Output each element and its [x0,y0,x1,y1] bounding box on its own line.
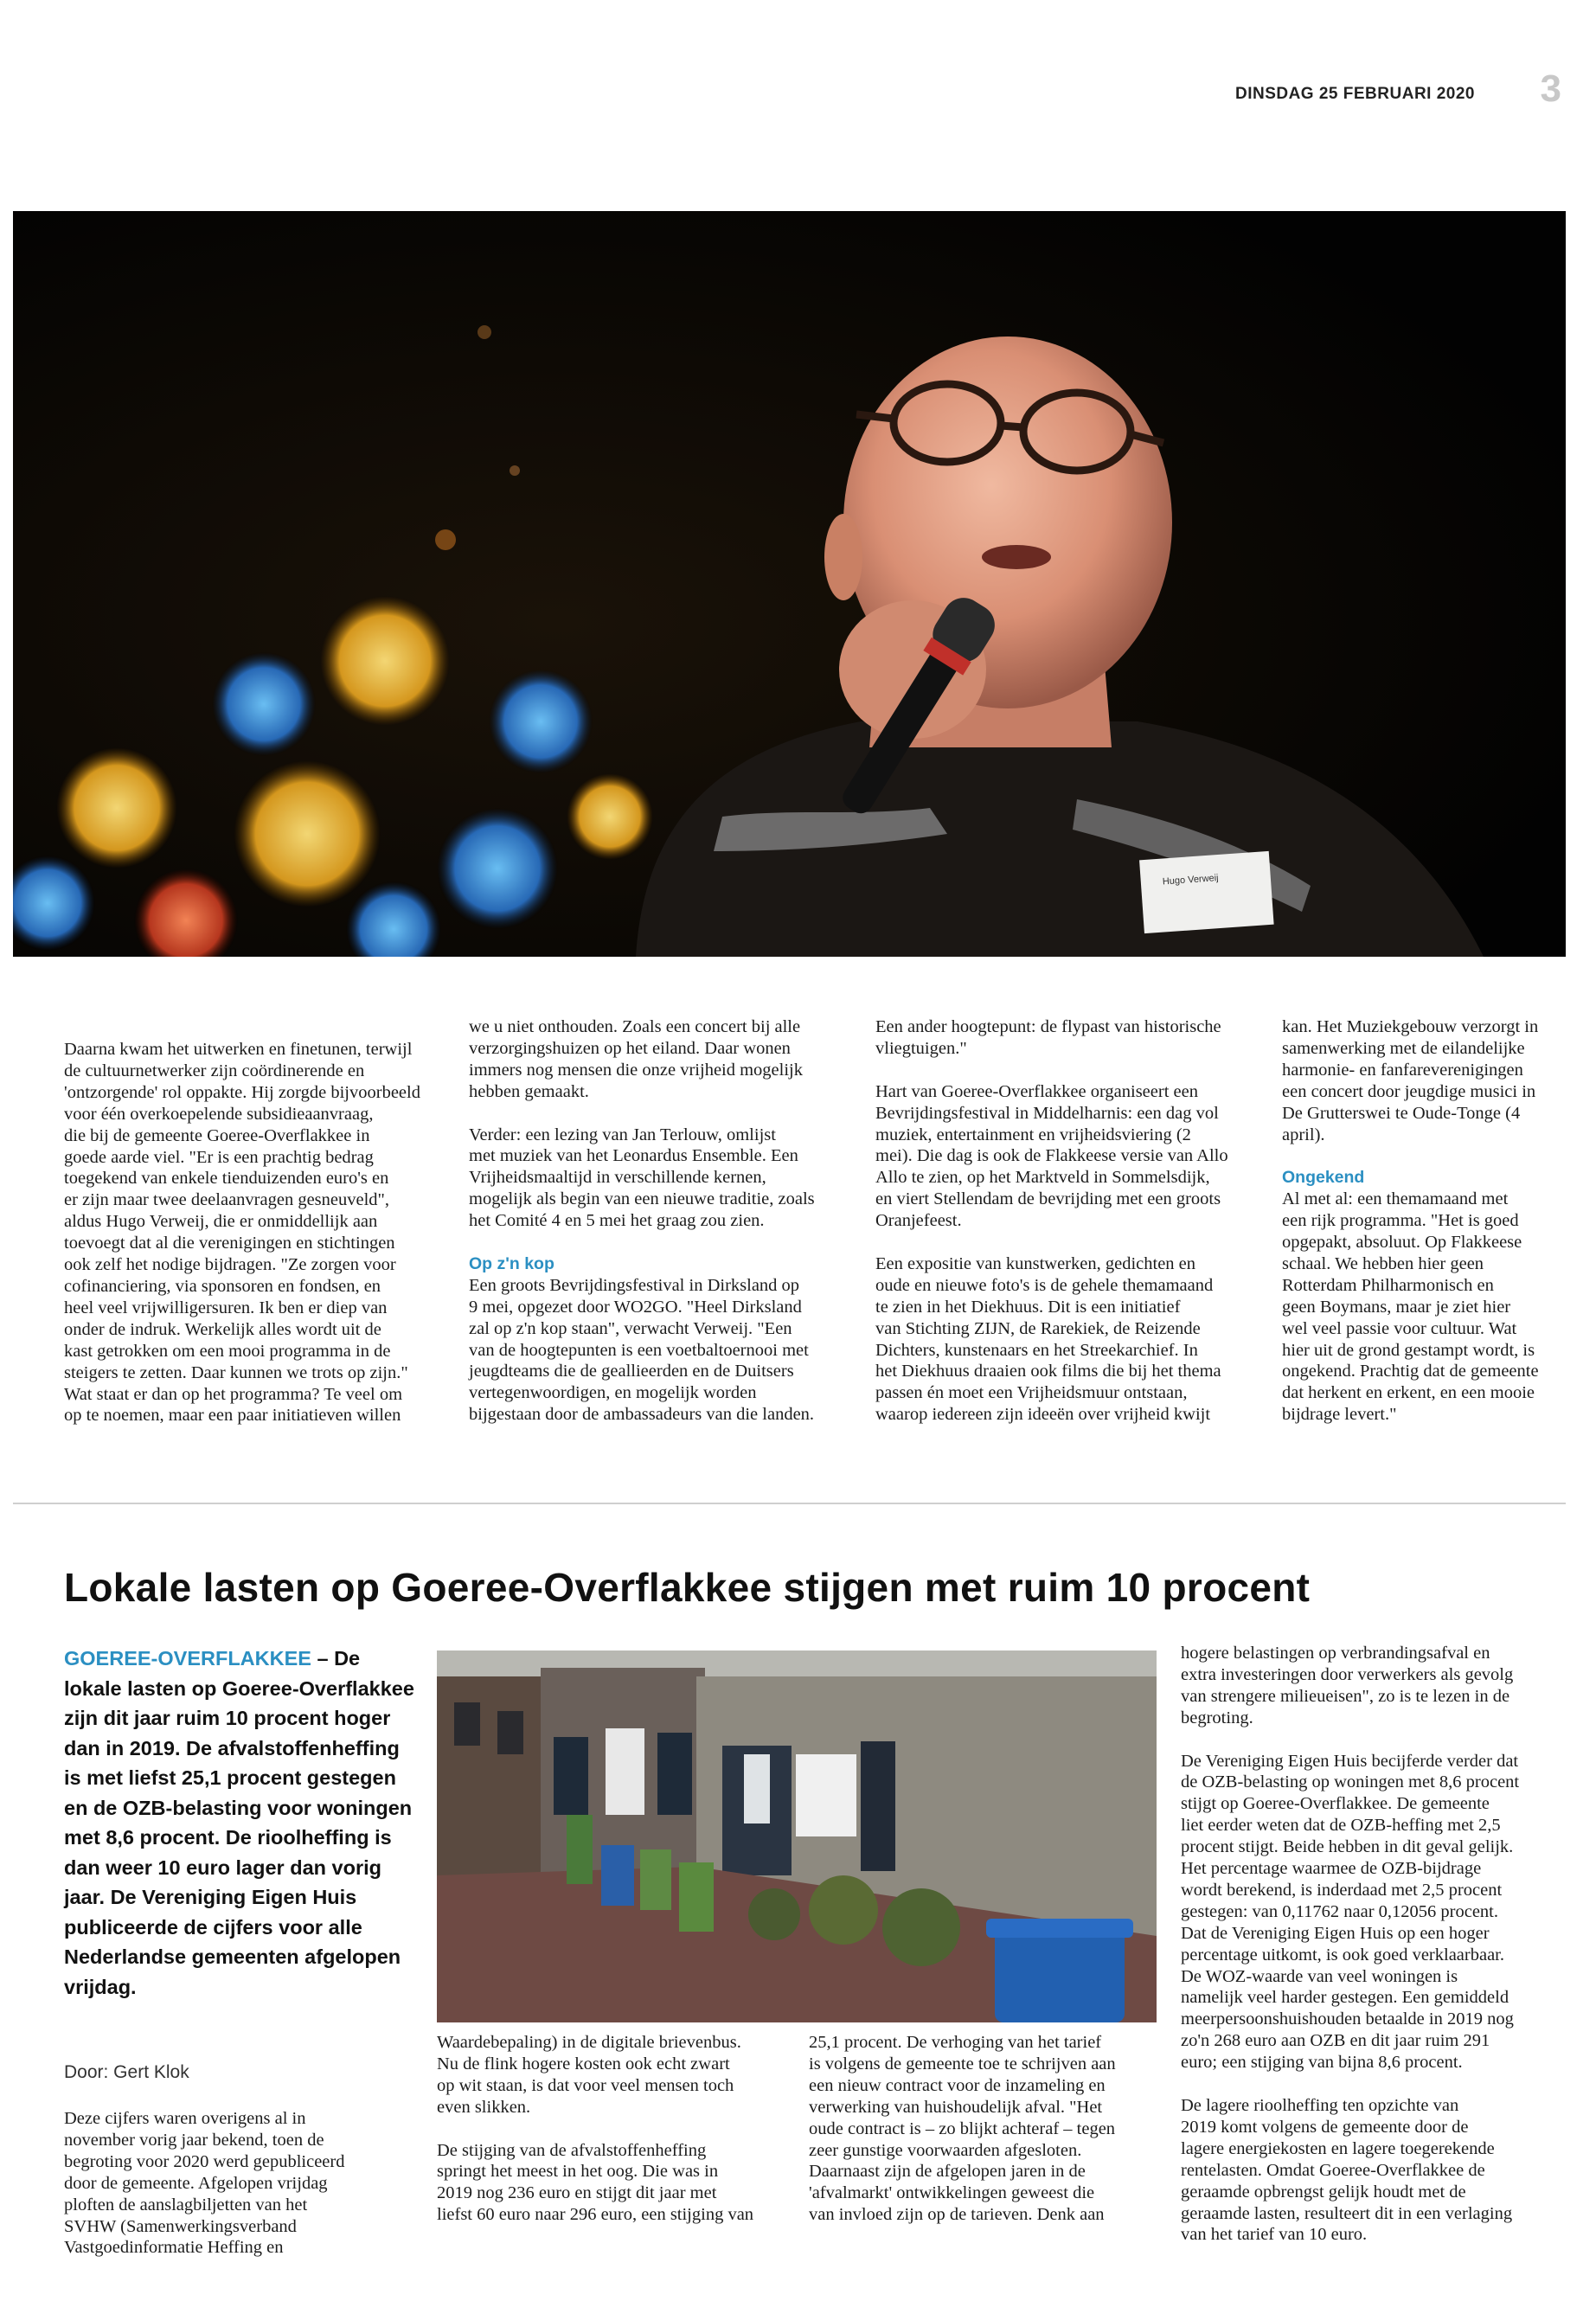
article1-col4-para2: Al met al: een themamaand met een rijk programma. "Het is goed opgepakt, absoluut. Op Flakkeese schaal. We hebben hier geen Rotterdam Philharmonisch en geen Boymans, maar je ziet hier wel veel passie voor cultuur. Wat hier uit de grond gestampt wordt, is ongekend. Prachtig dat de gemeente dat herkent en erkent, en een mooie bijdrage levert." [1282,1189,1539,1425]
article2-col3-text: 25,1 procent. De verhoging van het tarief is volgens de gemeente toe te schrijven aan een nieuw contract voor de inzameling en verwerking van huishoudelijk afval. "Het oude contract is – zo blijkt achteraf – tegen zeer gunstige voorwaarden afgesloten. Daarnaast zijn de afgelopen jaren in de 'afvalmarkt' ontwikkelingen geweest die van invloed zijn op de tarieven. Denk aan [809,2033,1116,2225]
article2-col4-para1: hogere belastingen op verbrandingsafval en extra investeringen door verwerkers als gevolg van strengere milieueisen", zo is te lezen in de begroting. [1181,1644,1514,1727]
article1-col2-para3: Een groots Bevrijdingsfestival in Dirksland op 9 mei, opgezet door WO2GO. "Heel Dirksland zal op z'n kop staan", verwacht Verweij. "Een van de hoogtepunten is een voetbaltoernooi met jeugdteams die de geallieerden en de Duitsers vertegenwoordigen, en mogelijk worden bijgestaan door de ambassadeurs van die landen. [469,1275,815,1425]
article1-col3-para1: Een ander hoogtepunt: de flypast van historische vliegtuigen." [875,1017,1221,1058]
article1-col4-para1: kan. Het Muziekgebouw verzorgt in samenwerking met de eilandelijke harmonie- en fanfareverenigingen een concert door jeugdige musici in De Grutterswei te Oude-Tonge (4 april). [1282,1017,1539,1144]
article1-col1-text: Daarna kwam het uitwerken en finetunen, terwijl de cultuurnetwerker zijn coördinerende en 'ontzorgende' rol oppakte. Hij zorgde bijvoorbeeld voor één overkoepelende subsidieaanvraag, die bij de gemeente Goeree-Overflakkee in goede aarde viel. "Er is een prachtig bedrag toegekend van enkele tienduizenden euro's en er zijn maar twee deelaanvragen gesneuveld", aldus Hugo Verweij, die er onmiddellijk aan toevoegt dat al die verenigingen en stichtingen ook zelf het nodige bijdragen. "Ze zorgen voor cofinanciering, via sponsoren en fondsen, en heel veel vrijwilligersuren. Ik ben er diep van onder de indruk. Werkelijk alles wordt uit de kast getrokken om een mooi programma in de steigers te zetten. Daar kunnen we trots op zijn." Wat staat er dan op het programma? Te veel om op te noemen, maar een paar initiatieven willen [64,1040,420,1426]
issue-date: DINSDAG 25 FEBRUARI 2020 [1234,85,1475,103]
article1-col2-para2: Verder: een lezing van Jan Terlouw, omlijst met muziek van het Leonardus Ensemble. Een Vrijheidsmaaltijd in verschillende kernen, mogelijk als begin van een nieuwe traditie, zoals het Comité 4 en 5 mei het graag zou zien. [469,1125,815,1231]
article1-column-2 [469,1016,858,1447]
article2-col1-text: Deze cijfers waren overigens al in november vorig jaar bekend, toen de begroting voor 2020 werd gepubliceerd door de gemeente. Afgelopen vrijdag ploften de aanslagbiljetten van het SVHW (Samenwerkingsverband Vastgoedinformatie Heffing en [64,2109,345,2258]
article1-col3-para2: Hart van Goeree-Overflakkee organiseert een Bevrijdingsfestival in Middelharnis: een dag vol muziek, entertainment en vrijheidsviering (2 mei). Die dag is ook de Flakkeese versie van Allo Allo te zien, op het Marktveld in Sommelsdijk, en viert Stellendam de bevrijding met een groots Oranjefeest. [875,1081,1228,1231]
article1-col3-para3: Een expositie van kunstwerken, gedichten en oude en nieuwe foto's is de gehele themamaand te zien in het Diekhuus. Dit is een initiatief van Stichting ZIJN, de Rarekiek, de Reizende Dichters, kunstenaars en het Streekarchief. In het Diekhuus draaien ook films die bij het thema passen én moet een Vrijheidsmuur ontstaan, waarop iedereen zijn ideeën over vrijheid kwijt [875,1253,1221,1425]
article2-column-3 [809,2032,1163,2247]
article1-column-1 [64,1039,453,1448]
lead-text: – De lokale lasten op Goeree-Overflakkee zijn dit jaar ruim 10 procent hoger dan in 2019. De afvalstoffenheffing is met liefst 25,1 procent gestegen en de OZB-belasting voor woningen met 8,6 procent. De rioolheffing is dan weer 10 euro lager dan vorig jaar. De Vereniging Eigen Huis publiceerde de cijfers voor alle Nederlandse gemeenten afgelopen vrijdag. [64,1647,414,1998]
article2-col4-para3: De lagere rioolheffing ten opzichte van 2019 komt volgens de gemeente door de lagere energiekosten en lagere toegerekende rentelasten. Omdat Goeree-Overflakkee de geraamde opbrengst gelijk houdt met de geraamde lasten, resulteert dit in een verlaging van het tarief van 10 euro. [1181,2096,1513,2245]
badge-text: Hugo Verweij [1162,873,1219,888]
lead-place: GOEREE-OVERFLAKKEE [64,1647,311,1670]
speaker-photo [13,211,1566,957]
article2-headline: Lokale lasten op Goeree-Overflakkee stijgen met ruim 10 procent [64,1565,1311,1610]
article1-column-4 [1282,1016,1567,1447]
article2-column-4 [1181,1643,1570,2267]
subheading-ongekend: Ongekend [1282,1168,1365,1188]
article1-column-3 [875,1016,1273,1447]
article2-column-1 [64,2108,427,2280]
byline: Door: Gert Klok [64,2062,189,2082]
article2-lead [64,1644,415,2002]
article2-col2-para2: De stijging van de afvalstoffenheffing springt het meest in het oog. Die was in 2019 nog 236 euro en stijgt dit jaar met liefst 60 euro naar 296 euro, een stijging van [437,2140,754,2225]
page-number: 3 [1540,67,1561,110]
article2-column-2 [437,2032,783,2247]
subheading-op-zn-kop: Op z'n kop [469,1253,554,1273]
street-photo [437,1650,1157,2022]
article2-col4-para2: De Vereniging Eigen Huis becijferde verder dat de OZB-belasting op woningen met 8,6 procent stijgt op Goeree-Overflakkee. De gemeente liet eerder weten dat de OZB-heffing met 2,5 procent stijgt. Beide hebben in dit geval gelijk. Het percentage waarmee de OZB-bijdrage wordt berekend, is inderdaad met 2,5 procent gestegen: van 0,11762 naar 0,12056 procent. Dat de Vereniging Eigen Huis op een hoger percentage uitkomt, is ook goed verklaarbaar. De WOZ-waarde van veel woningen is namelijk veel harder gestegen. Een gemiddeld meerpersoonshuishouden betaalde in 2019 nog zo'n 268 euro aan OZB en dit jaar ruim 291 euro; een stijging van bijna 8,6 procent. [1181,1751,1520,2073]
article1-col2-para1: we u niet onthouden. Zoals een concert bij alle verzorgingshuizen op het eiland. Daar wonen immers nog mensen die onze vrijheid mogelijk hebben gemaakt. [469,1017,803,1101]
article2-col2-para1: Waardebepaling) in de digitale brievenbus. Nu de flink hogere kosten ook echt zwart op wit staan, is dat voor veel mensen toch even slikken. [437,2033,741,2117]
section-divider [13,1503,1566,1504]
